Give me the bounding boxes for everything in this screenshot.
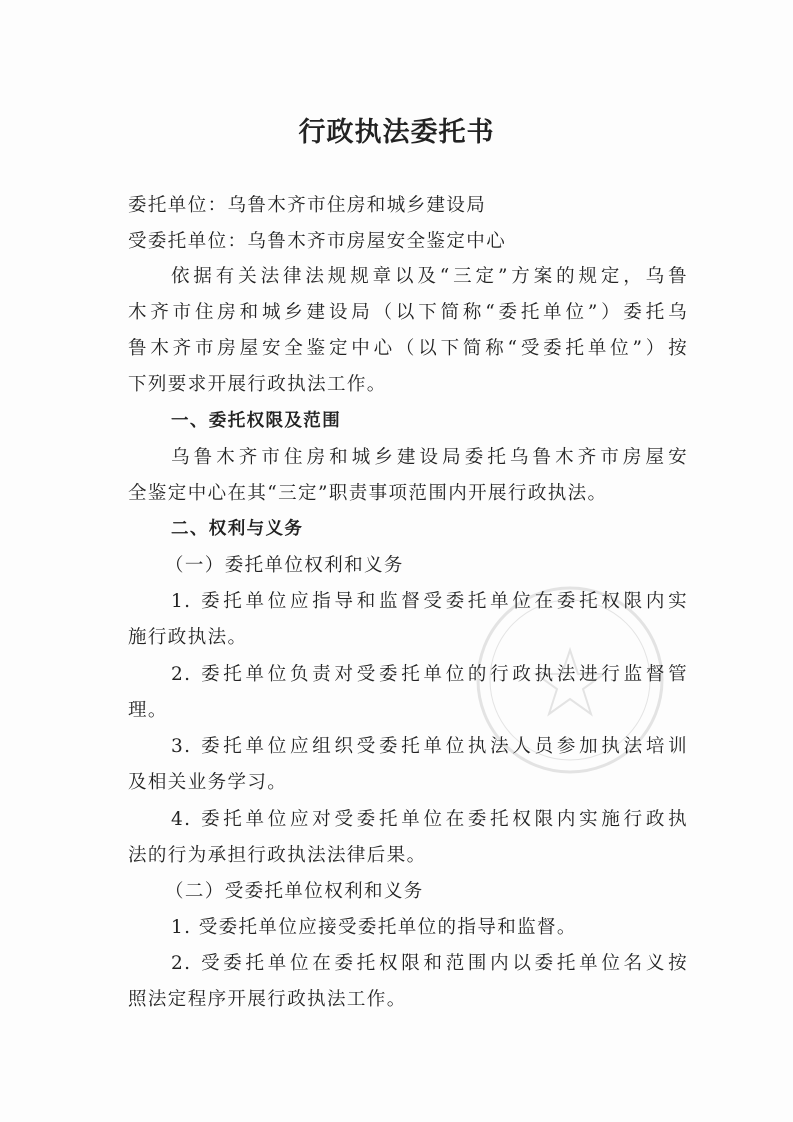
- intro-line: 下列要求开展行政执法工作。: [128, 374, 387, 395]
- sub1-item1-line: 1. 委托单位应指导和监督受委托单位在委托权限内实: [171, 591, 688, 612]
- sub1-item2-line: 理。: [128, 700, 168, 721]
- sub2-item2-line: 2. 受委托单位在委托权限和范围内以委托单位名义按: [171, 953, 688, 974]
- sub1-item4-line: 法的行为承担行政执法法律后果。: [128, 845, 427, 866]
- intro-line: 鲁木齐市房屋安全鉴定中心（以下简称“受委托单位”）按: [128, 338, 688, 359]
- entrusted-unit-line: 受委托单位：乌鲁木齐市房屋安全鉴定中心: [128, 231, 507, 252]
- section2-heading: 二、权利与义务: [171, 519, 304, 539]
- sub2-item1-line: 1. 受委托单位应接受委托单位的指导和监督。: [171, 917, 577, 938]
- intro-line: 木齐市住房和城乡建设局（以下简称“委托单位”）委托乌: [128, 302, 688, 323]
- sub1-item4-line: 4. 委托单位应对受委托单位在委托权限内实施行政执: [171, 809, 688, 830]
- sub1-item3-line: 及相关业务学习。: [128, 772, 288, 793]
- subsection1-heading: （一）委托单位权利和义务: [165, 555, 404, 576]
- subsection2-heading: （二）受委托单位权利和义务: [165, 881, 424, 902]
- section1-line: 全鉴定中心在其“三定”职责事项范围内开展行政执法。: [128, 483, 608, 504]
- document-title: 行政执法委托书: [298, 117, 495, 148]
- sub1-item1-line: 施行政执法。: [128, 627, 248, 648]
- sub1-item3-line: 3. 委托单位应组织受委托单位执法人员参加执法培训: [171, 736, 688, 757]
- section1-line: 乌鲁木齐市住房和城乡建设局委托乌鲁木齐市房屋安: [171, 447, 688, 468]
- entrusting-unit-line: 委托单位：乌鲁木齐市住房和城乡建设局: [128, 195, 487, 216]
- section1-heading: 一、委托权限及范围: [171, 411, 342, 431]
- sub1-item2-line: 2. 委托单位负责对受委托单位的行政执法进行监督管: [171, 664, 688, 685]
- sub2-item2-line: 照法定程序开展行政执法工作。: [128, 989, 407, 1010]
- intro-line: 依据有关法律法规规章以及“三定”方案的规定，乌鲁: [171, 266, 688, 287]
